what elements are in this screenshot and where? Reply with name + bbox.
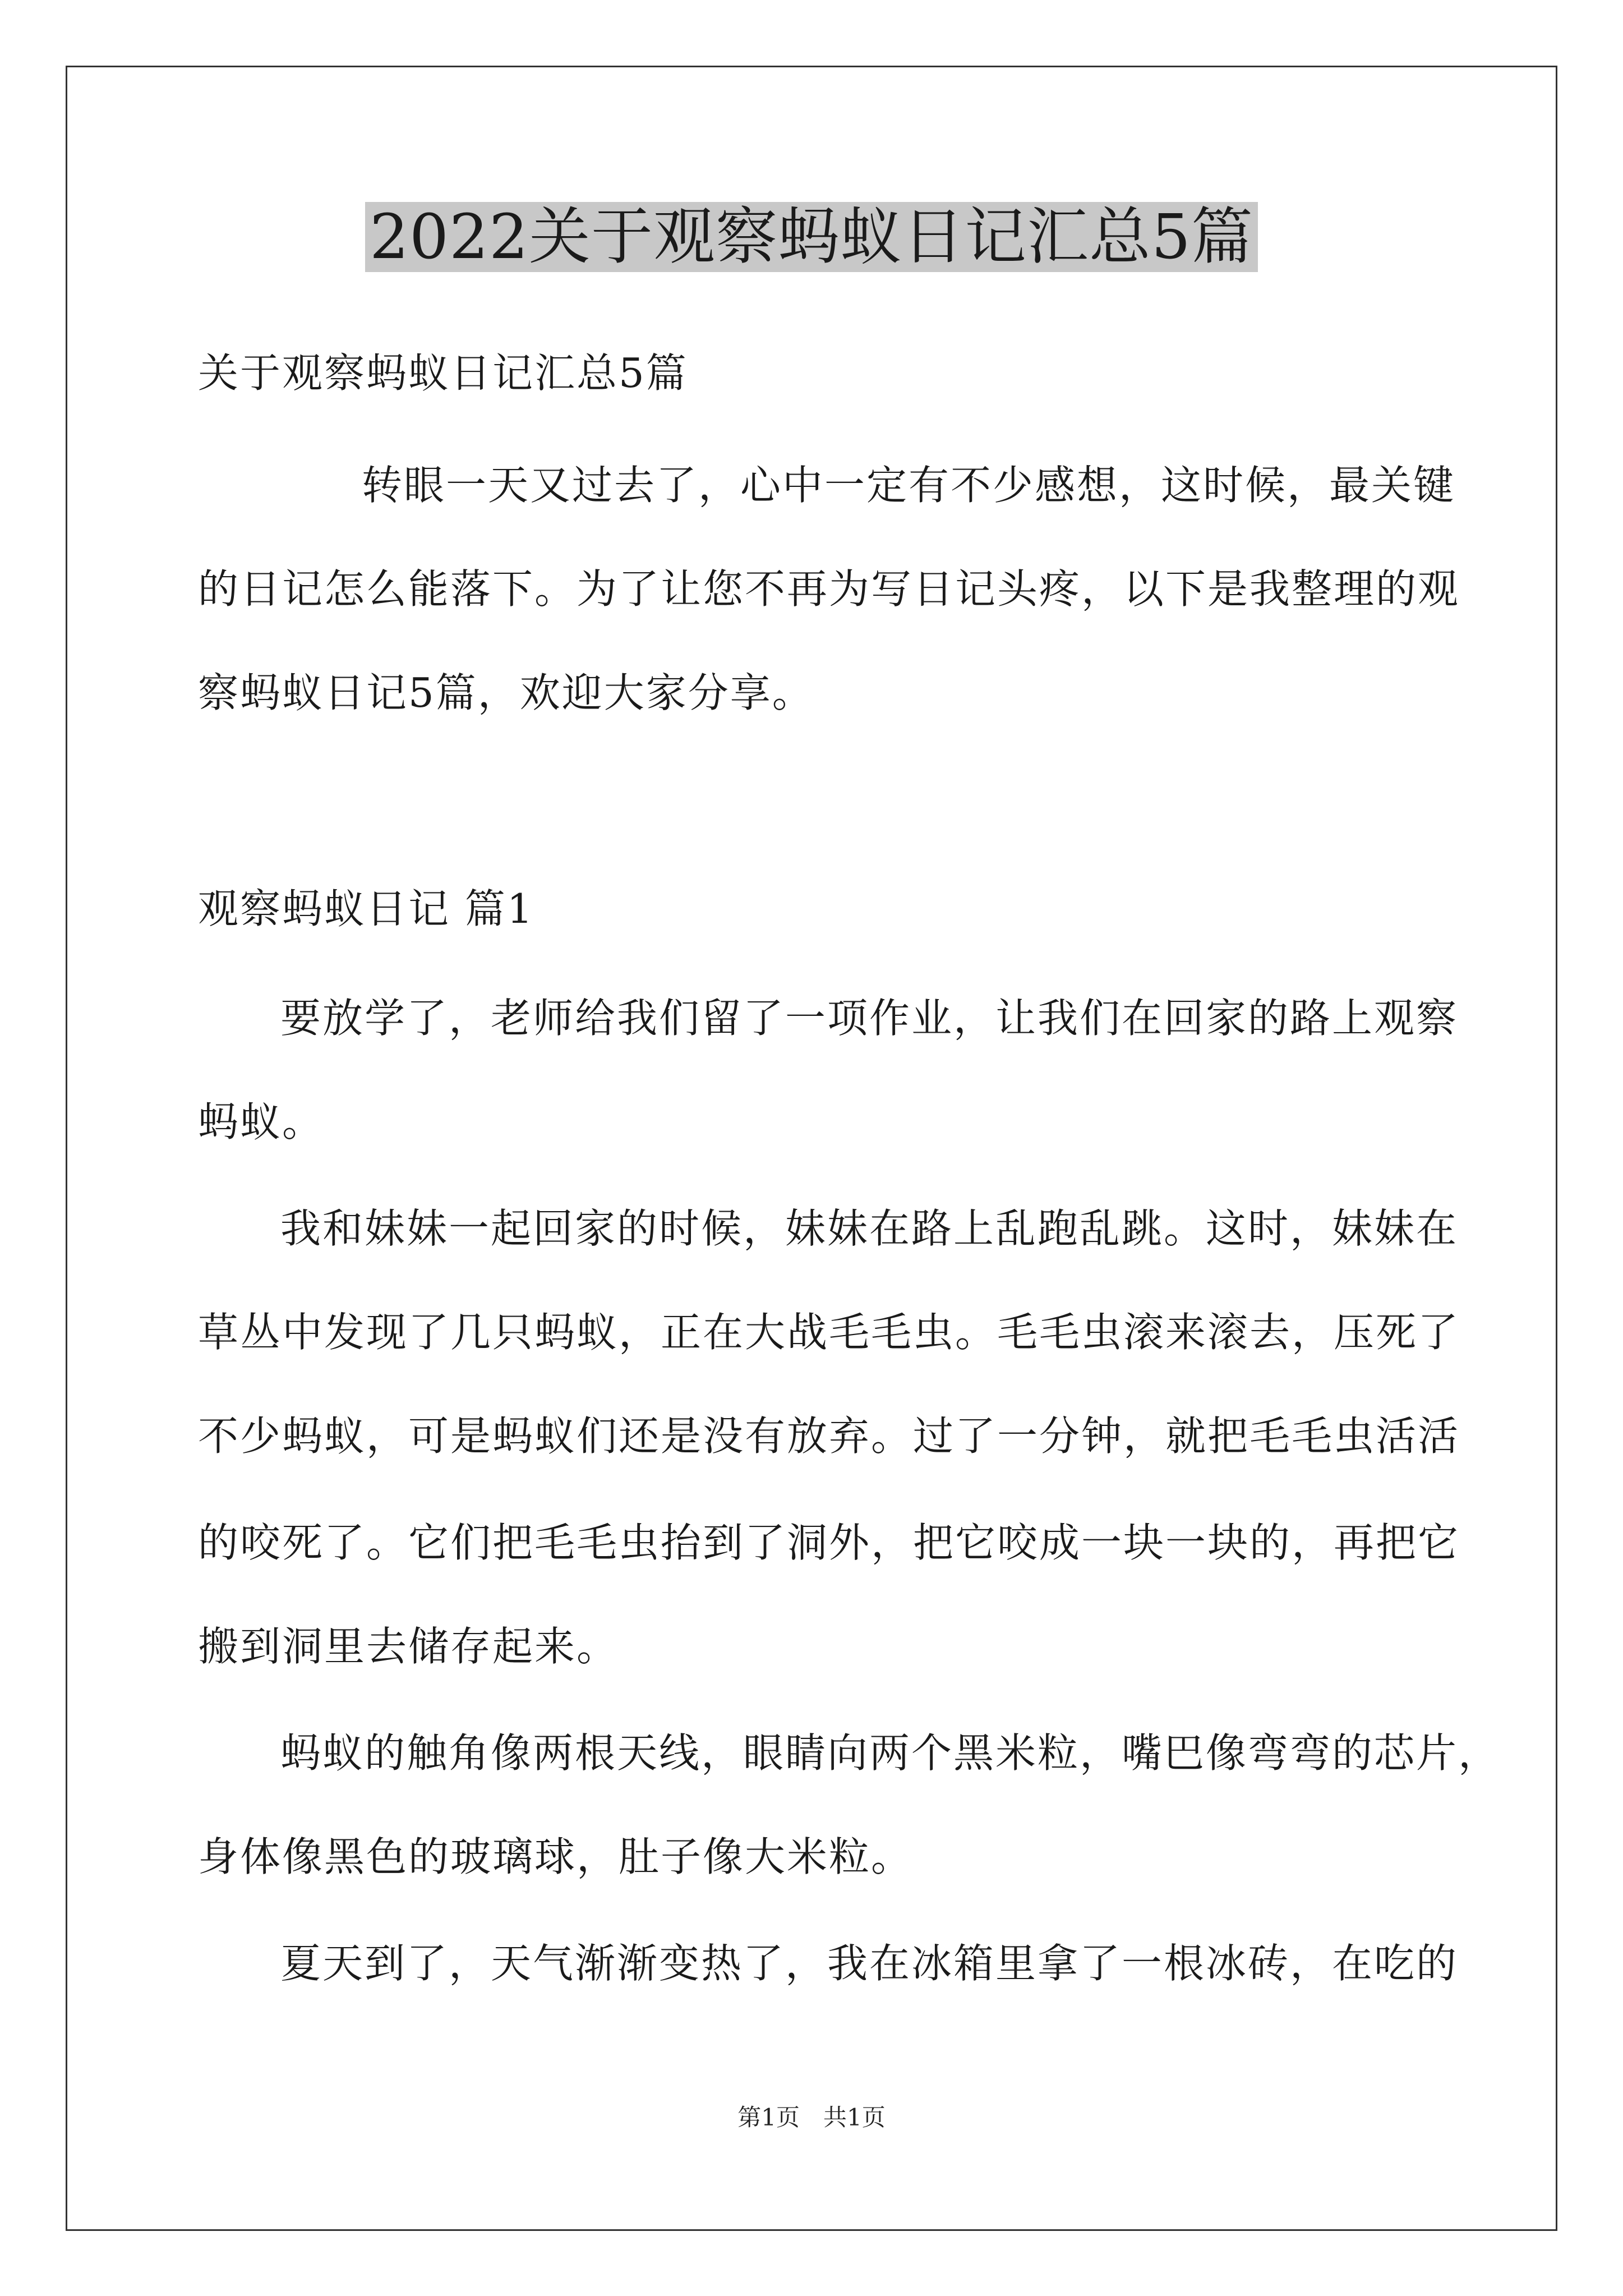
- document-title-text: 2022关于观察蚂蚁日记汇总5篇: [365, 202, 1258, 272]
- paragraph-line: 的咬死了。它们把毛毛虫抬到了洞外，把它咬成一块一块的，再把它: [198, 1519, 1460, 1566]
- paragraph-line: 身体像黑色的玻璃球，肚子像大米粒。: [198, 1833, 914, 1880]
- page-footer: 第1页 共1页: [737, 2104, 886, 2131]
- subtitle: 关于观察蚂蚁日记汇总5篇: [198, 349, 688, 397]
- paragraph-line: 要放学了，老师给我们留了一项作业，让我们在回家的路上观察: [280, 995, 1459, 1042]
- paragraph-line: 夏天到了，天气渐渐变热了，我在冰箱里拿了一根冰砖，在吃的: [280, 1940, 1459, 1987]
- paragraph-line: 不少蚂蚁，可是蚂蚁们还是没有放弃。过了一分钟，就把毛毛虫活活: [198, 1412, 1460, 1460]
- intro-line-1: 转眼一天又过去了，心中一定有不少感想，这时候，最关键: [362, 462, 1456, 509]
- document-title: [0, 202, 1623, 272]
- paragraph-line: 蚂蚁的触角像两根天线，眼睛向两个黑米粒，嘴巴像弯弯的芯片，: [280, 1729, 1501, 1777]
- paragraph-line: 蚂蚁。: [198, 1098, 325, 1145]
- paragraph-line: 草丛中发现了几只蚂蚁，正在大战毛毛虫。毛毛虫滚来滚去，压死了: [198, 1309, 1460, 1356]
- paragraph-line: 我和妹妹一起回家的时候，妹妹在路上乱跑乱跳。这时，妹妹在: [280, 1205, 1459, 1252]
- intro-line-3: 察蚂蚁日记5篇，欢迎大家分享。: [198, 669, 814, 716]
- intro-line-2: 的日记怎么能落下。为了让您不再为写日记头疼，以下是我整理的观: [198, 565, 1460, 613]
- paragraph-line: 搬到洞里去储存起来。: [198, 1623, 619, 1670]
- section-heading: 观察蚂蚁日记 篇1: [198, 885, 534, 932]
